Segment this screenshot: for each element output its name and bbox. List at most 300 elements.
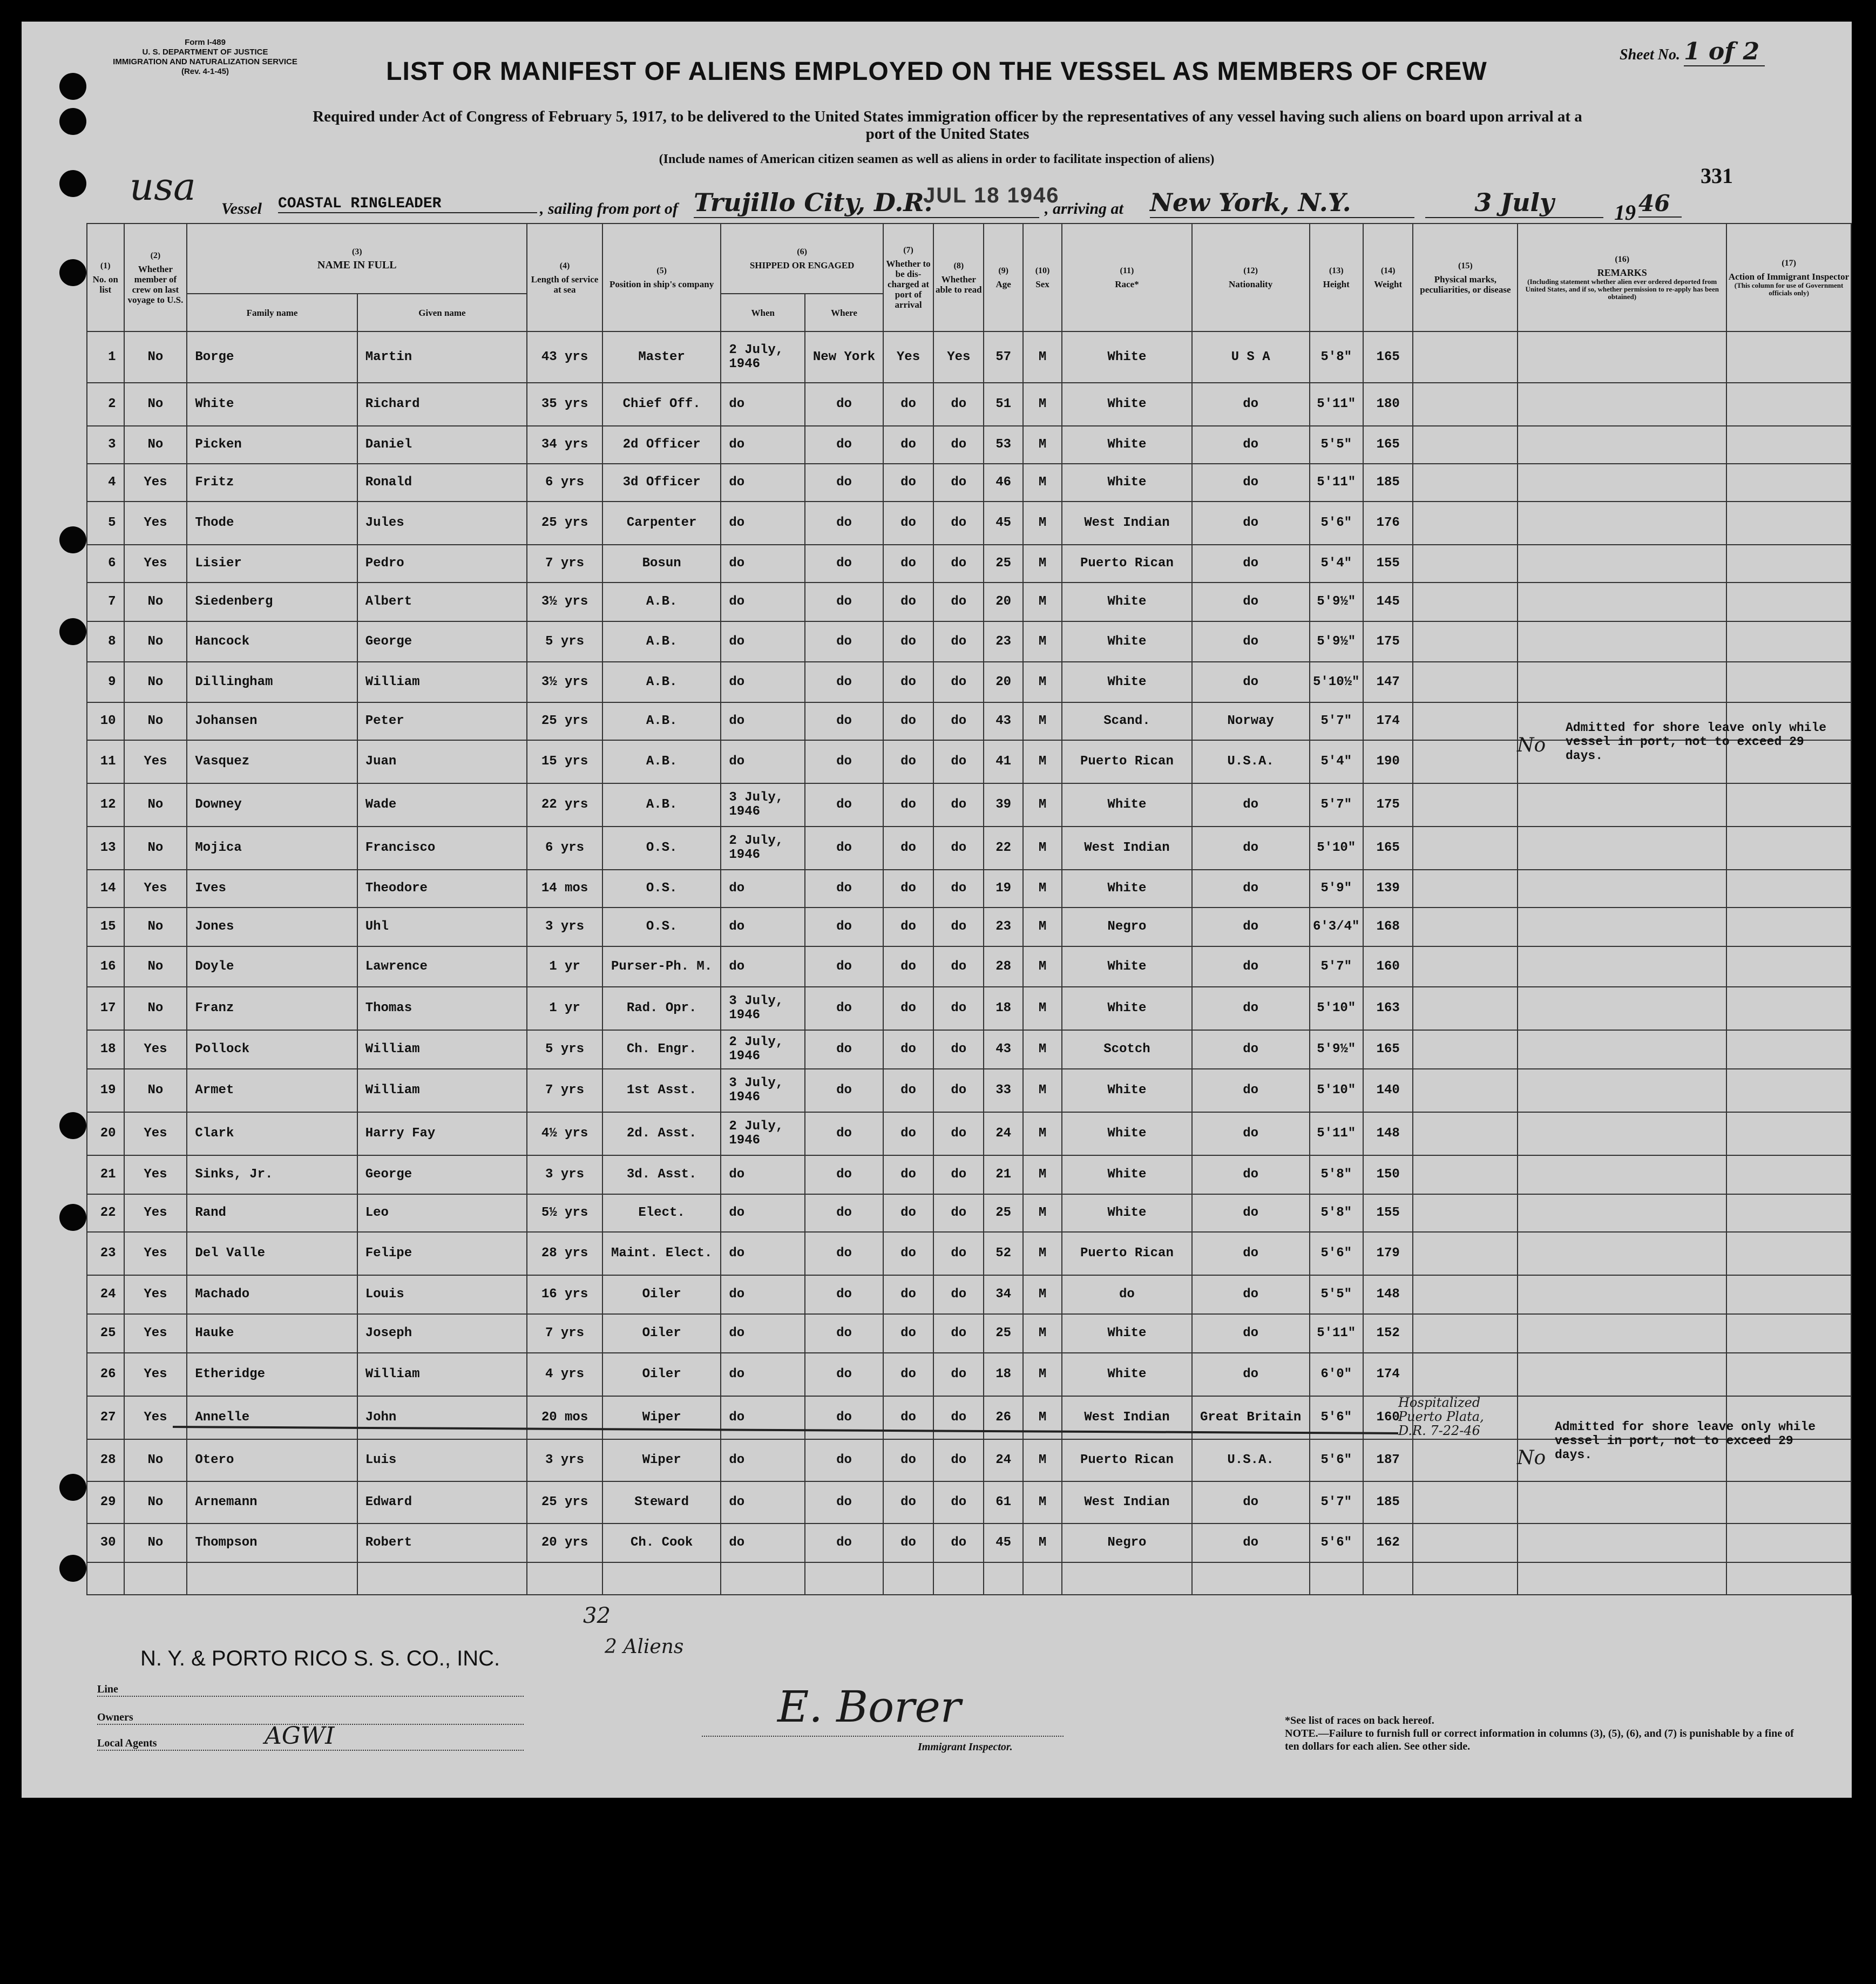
empty-cell (721, 1562, 805, 1595)
height-cell: 5'4" (1310, 545, 1363, 583)
age-cell: 21 (984, 1155, 1022, 1194)
given-name-cell: Peter (357, 702, 527, 740)
age-cell: 33 (984, 1069, 1022, 1112)
service-length-cell: 3 yrs (527, 908, 602, 946)
age-cell: 20 (984, 583, 1022, 621)
inspector-action-cell (1726, 1069, 1851, 1112)
able-to-read-cell: do (933, 464, 984, 502)
shipped-where-cell: do (805, 1194, 883, 1232)
service-length-cell: 4½ yrs (527, 1112, 602, 1155)
prev-voyage-cell: Yes (124, 1275, 187, 1314)
nationality-cell: do (1192, 1155, 1310, 1194)
row-number-cell: 18 (87, 1030, 124, 1069)
age-cell: 18 (984, 1353, 1022, 1396)
shipped-where-cell: New York (805, 331, 883, 383)
sex-cell: M (1023, 383, 1062, 426)
table-body (87, 331, 1851, 1595)
service-length-cell: 22 yrs (527, 783, 602, 827)
height-cell: 5'9½" (1310, 583, 1363, 621)
family-name-cell: Vasquez (187, 740, 357, 783)
document-title: LIST OR MANIFEST OF ALIENS EMPLOYED ON THE VESSEL AS MEMBERS OF CREW (386, 57, 1487, 86)
inspector-action-cell (1726, 987, 1851, 1030)
race-note: *See list of races on back hereof. (1285, 1715, 1434, 1726)
able-to-read-cell: do (933, 1439, 984, 1481)
position-cell: Chief Off. (602, 383, 721, 426)
weight-cell: 175 (1363, 783, 1413, 827)
prev-voyage-cell: Yes (124, 870, 187, 908)
height-cell: 5'8" (1310, 331, 1363, 383)
remarks-cell (1518, 464, 1726, 502)
row-number-cell: 20 (87, 1112, 124, 1155)
family-name-cell: Clark (187, 1112, 357, 1155)
shipped-when-cell: do (721, 426, 805, 464)
sex-cell: M (1023, 1481, 1062, 1523)
family-name-cell: Etheridge (187, 1353, 357, 1396)
empty-cell (1726, 1562, 1851, 1595)
inspector-action-cell (1726, 464, 1851, 502)
sex-cell: M (1023, 426, 1062, 464)
table-row (87, 1353, 1851, 1396)
punch-hole (59, 1555, 86, 1582)
height-cell: 5'6" (1310, 1232, 1363, 1275)
family-name-cell: Dillingham (187, 662, 357, 702)
empty-cell (1062, 1562, 1192, 1595)
family-name-cell: Arnemann (187, 1481, 357, 1523)
family-name-cell: Armet (187, 1069, 357, 1112)
family-name-cell: Thompson (187, 1523, 357, 1562)
shipped-where-cell: do (805, 1314, 883, 1353)
shipped-when-cell: 2 July, 1946 (721, 1030, 805, 1069)
shipped-where-cell: do (805, 662, 883, 702)
age-cell: 34 (984, 1275, 1022, 1314)
age-cell: 22 (984, 827, 1022, 870)
race-cell: White (1062, 1155, 1192, 1194)
table-row (87, 1030, 1851, 1069)
given-name-cell: Ronald (357, 464, 527, 502)
age-cell: 18 (984, 987, 1022, 1030)
nationality-cell: do (1192, 621, 1310, 662)
prev-voyage-cell: Yes (124, 1353, 187, 1396)
weight-cell: 174 (1363, 702, 1413, 740)
able-to-read-cell: do (933, 545, 984, 583)
age-cell: 45 (984, 502, 1022, 545)
prev-voyage-cell: No (124, 621, 187, 662)
row-number-cell: 3 (87, 426, 124, 464)
nationality-cell: Norway (1192, 702, 1310, 740)
discharged-cell: do (883, 870, 933, 908)
header-family-name: Family name (187, 294, 357, 331)
race-cell: White (1062, 1194, 1192, 1232)
discharged-cell: do (883, 987, 933, 1030)
height-cell: 5'6" (1310, 1439, 1363, 1481)
able-to-read-cell: do (933, 783, 984, 827)
prev-voyage-cell: No (124, 331, 187, 383)
physical-marks-cell (1413, 502, 1518, 545)
discharged-cell: do (883, 740, 933, 783)
able-to-read-cell: do (933, 1523, 984, 1562)
sex-cell: M (1023, 740, 1062, 783)
header-given-name: Given name (357, 294, 527, 331)
age-cell: 24 (984, 1112, 1022, 1155)
family-name-cell: Rand (187, 1194, 357, 1232)
sex-cell: M (1023, 1194, 1062, 1232)
shipped-where-cell: do (805, 1155, 883, 1194)
position-cell: Bosun (602, 545, 721, 583)
prev-voyage-cell: No (124, 1439, 187, 1481)
nationality-cell: Great Britain (1192, 1396, 1310, 1439)
prev-voyage-cell: Yes (124, 1194, 187, 1232)
sex-cell: M (1023, 1155, 1062, 1194)
race-cell: Puerto Rican (1062, 545, 1192, 583)
physical-marks-cell (1413, 426, 1518, 464)
header-physical-marks: (15) Physical marks, peculiarities, or disease (1413, 224, 1518, 331)
physical-marks-cell (1413, 870, 1518, 908)
shipped-where-cell: do (805, 987, 883, 1030)
weight-cell: 140 (1363, 1069, 1413, 1112)
nationality-cell: U.S.A. (1192, 740, 1310, 783)
prev-voyage-cell: No (124, 583, 187, 621)
physical-marks-cell (1413, 1275, 1518, 1314)
weight-cell: 148 (1363, 1275, 1413, 1314)
sex-cell: M (1023, 987, 1062, 1030)
prev-voyage-cell: Yes (124, 502, 187, 545)
age-cell: 26 (984, 1396, 1022, 1439)
position-cell: A.B. (602, 662, 721, 702)
height-cell: 5'9½" (1310, 1030, 1363, 1069)
shipped-where-cell: do (805, 383, 883, 426)
header-age: (9) Age (984, 224, 1022, 331)
position-cell: O.S. (602, 827, 721, 870)
row-number-cell: 25 (87, 1314, 124, 1353)
table-row (87, 662, 1851, 702)
service-length-cell: 6 yrs (527, 827, 602, 870)
discharged-cell: do (883, 1275, 933, 1314)
position-cell: Rad. Opr. (602, 987, 721, 1030)
race-cell: White (1062, 426, 1192, 464)
service-length-cell: 7 yrs (527, 1069, 602, 1112)
discharged-cell: Yes (883, 331, 933, 383)
sex-cell: M (1023, 464, 1062, 502)
given-name-cell: William (357, 1030, 527, 1069)
empty-cell (933, 1562, 984, 1595)
remarks-cell (1518, 1194, 1726, 1232)
service-length-cell: 1 yr (527, 946, 602, 987)
family-name-cell: Borge (187, 331, 357, 383)
physical-marks-cell (1413, 1030, 1518, 1069)
empty-cell (1413, 1562, 1518, 1595)
family-name-cell: Siedenberg (187, 583, 357, 621)
physical-marks-cell (1413, 1523, 1518, 1562)
height-cell: 6'3/4" (1310, 908, 1363, 946)
row-number-cell: 2 (87, 383, 124, 426)
prev-voyage-cell: Yes (124, 545, 187, 583)
vessel-line (22, 184, 1852, 225)
position-cell: Wiper (602, 1439, 721, 1481)
punch-hole (59, 108, 86, 135)
table-row (87, 426, 1851, 464)
nationality-cell: do (1192, 383, 1310, 426)
inspector-action-cell (1726, 583, 1851, 621)
table-row (87, 827, 1851, 870)
shipped-when-cell: do (721, 1523, 805, 1562)
height-cell: 5'9" (1310, 870, 1363, 908)
race-cell: do (1062, 1275, 1192, 1314)
physical-marks-cell (1413, 783, 1518, 827)
header-remarks: (16) REMARKS (Including statement whether alien ever ordered deported from United States, and if so, whether permission to re-apply has been obtained) (1518, 224, 1726, 331)
given-name-cell: Martin (357, 331, 527, 383)
row-number-cell: 23 (87, 1232, 124, 1275)
prev-voyage-cell: Yes (124, 1155, 187, 1194)
empty-cell (1363, 1562, 1413, 1595)
discharged-cell: do (883, 545, 933, 583)
physical-marks-cell (1413, 331, 1518, 383)
discharged-cell: do (883, 827, 933, 870)
family-name-cell: Doyle (187, 946, 357, 987)
able-to-read-cell: do (933, 621, 984, 662)
weight-cell: 145 (1363, 583, 1413, 621)
weight-cell: 150 (1363, 1155, 1413, 1194)
remark-shore-leave-2: Admitted for shore leave only while vessel in port, not to exceed 29 days. (1555, 1420, 1816, 1462)
sex-cell: M (1023, 1112, 1062, 1155)
empty-cell (1023, 1562, 1062, 1595)
weight-cell: 155 (1363, 1194, 1413, 1232)
able-to-read-cell: do (933, 1194, 984, 1232)
discharged-cell: do (883, 1481, 933, 1523)
physical-marks-cell (1413, 740, 1518, 783)
able-to-read-cell: do (933, 1112, 984, 1155)
sex-cell: M (1023, 1523, 1062, 1562)
vessel-label: Vessel (221, 200, 262, 218)
age-cell: 20 (984, 662, 1022, 702)
age-cell: 53 (984, 426, 1022, 464)
discharged-cell: do (883, 783, 933, 827)
position-cell: Wiper (602, 1396, 721, 1439)
position-cell: Elect. (602, 1194, 721, 1232)
required-line-2: port of the United States (865, 125, 1030, 143)
remark-mark-2: No (1517, 1447, 1546, 1469)
given-name-cell: Theodore (357, 870, 527, 908)
sex-cell: M (1023, 1030, 1062, 1069)
service-length-cell: 5 yrs (527, 621, 602, 662)
able-to-read-cell: do (933, 662, 984, 702)
able-to-read-cell: do (933, 827, 984, 870)
race-cell: White (1062, 662, 1192, 702)
header-where: Where (805, 294, 883, 331)
race-cell: White (1062, 987, 1192, 1030)
family-name-cell: Machado (187, 1275, 357, 1314)
shipped-when-cell: do (721, 383, 805, 426)
table-row (87, 870, 1851, 908)
sheet-label: Sheet No. (1620, 46, 1680, 63)
weight-cell: 147 (1363, 662, 1413, 702)
footer-notes (1285, 1714, 1798, 1753)
remarks-cell (1518, 1353, 1726, 1396)
sex-cell: M (1023, 827, 1062, 870)
family-name-cell: Mojica (187, 827, 357, 870)
row-number-cell: 7 (87, 583, 124, 621)
table-row (87, 621, 1851, 662)
able-to-read-cell: do (933, 1481, 984, 1523)
service-length-cell: 3½ yrs (527, 662, 602, 702)
given-name-cell: Joseph (357, 1314, 527, 1353)
required-line-1: Required under Act of Congress of February 5, 1917, to be delivered to the United States immigration officer by the representatives of any vessel having such aliens on board upon arrival at a (313, 108, 1582, 125)
height-cell: 5'4" (1310, 740, 1363, 783)
weight-cell: 165 (1363, 331, 1413, 383)
inspector-action-cell (1726, 1155, 1851, 1194)
height-cell: 5'9½" (1310, 621, 1363, 662)
service-length-cell: 1 yr (527, 987, 602, 1030)
table-row (87, 1194, 1851, 1232)
inspector-label: Immigrant Inspector. (918, 1741, 1013, 1753)
able-to-read-cell: do (933, 502, 984, 545)
inspector-action-cell (1726, 1030, 1851, 1069)
remarks-cell (1518, 1314, 1726, 1353)
row-number-cell: 5 (87, 502, 124, 545)
age-cell: 19 (984, 870, 1022, 908)
prev-voyage-cell: Yes (124, 1314, 187, 1353)
sheet-value: 1 of 2 (1684, 38, 1765, 66)
prev-voyage-cell: Yes (124, 464, 187, 502)
row-number-cell: 29 (87, 1481, 124, 1523)
service-length-cell: 3 yrs (527, 1155, 602, 1194)
able-to-read-cell: do (933, 1030, 984, 1069)
agents-value: AGWI (265, 1722, 335, 1750)
empty-cell (87, 1562, 124, 1595)
shipped-when-cell: do (721, 1155, 805, 1194)
physical-marks-cell (1413, 987, 1518, 1030)
nationality-cell: do (1192, 827, 1310, 870)
family-name-cell: Hauke (187, 1314, 357, 1353)
remarks-cell (1518, 331, 1726, 383)
table-row (87, 383, 1851, 426)
age-cell: 52 (984, 1232, 1022, 1275)
able-to-read-cell: do (933, 1232, 984, 1275)
row-number-cell: 24 (87, 1275, 124, 1314)
remarks-cell (1518, 583, 1726, 621)
sailing-label: , sailing from port of (540, 200, 678, 218)
age-cell: 43 (984, 1030, 1022, 1069)
weight-cell: 187 (1363, 1439, 1413, 1481)
inspector-action-cell (1726, 908, 1851, 946)
remark-mark-1: No (1517, 734, 1546, 756)
discharged-cell: do (883, 1069, 933, 1112)
discharged-cell: do (883, 502, 933, 545)
age-cell: 25 (984, 545, 1022, 583)
sex-cell: M (1023, 331, 1062, 383)
table-row (87, 987, 1851, 1030)
inspector-action-cell (1726, 1481, 1851, 1523)
position-cell: O.S. (602, 870, 721, 908)
punch-hole (59, 618, 86, 645)
physical-marks-cell (1413, 702, 1518, 740)
given-name-cell: Wade (357, 783, 527, 827)
physical-marks-cell (1413, 1069, 1518, 1112)
empty-cell (527, 1562, 602, 1595)
sex-cell: M (1023, 1439, 1062, 1481)
family-name-cell: White (187, 383, 357, 426)
physical-marks-cell (1413, 464, 1518, 502)
punch-hole (59, 526, 86, 553)
prev-voyage-cell: Yes (124, 1232, 187, 1275)
row-number-cell: 10 (87, 702, 124, 740)
family-name-cell: Hancock (187, 621, 357, 662)
height-cell: 5'6" (1310, 502, 1363, 545)
sex-cell: M (1023, 1232, 1062, 1275)
header-inspector-action: (17) Action of Immigrant Inspector (This column for use of Government officials only) (1726, 224, 1851, 331)
height-cell: 5'11" (1310, 464, 1363, 502)
height-cell: 5'8" (1310, 1155, 1363, 1194)
punch-hole (59, 73, 86, 100)
prev-voyage-cell: No (124, 946, 187, 987)
arriving-port: New York, N.Y. (1150, 188, 1414, 218)
height-cell: 5'10½" (1310, 662, 1363, 702)
table-row (87, 583, 1851, 621)
shipped-where-cell: do (805, 1275, 883, 1314)
position-cell: A.B. (602, 740, 721, 783)
weight-cell: 176 (1363, 502, 1413, 545)
empty-cell (1310, 1562, 1363, 1595)
include-note: (Include names of American citizen seamen as well as aliens in order to facilitate inspection of aliens) (659, 152, 1215, 166)
inspector-action-cell (1726, 662, 1851, 702)
sex-cell: M (1023, 621, 1062, 662)
arriving-label: , arriving at (1045, 200, 1123, 218)
given-name-cell: Robert (357, 1523, 527, 1562)
header-position: (5) Position in ship's company (602, 224, 721, 331)
physical-marks-cell (1413, 1194, 1518, 1232)
shipped-when-cell: do (721, 583, 805, 621)
given-name-cell: Jules (357, 502, 527, 545)
sex-cell: M (1023, 783, 1062, 827)
nationality-cell: do (1192, 464, 1310, 502)
nationality-cell: do (1192, 1523, 1310, 1562)
remarks-cell (1518, 383, 1726, 426)
sex-cell: M (1023, 1314, 1062, 1353)
shipped-when-cell: do (721, 1439, 805, 1481)
empty-cell (1518, 1562, 1726, 1595)
inspector-action-cell (1726, 1194, 1851, 1232)
position-cell: Carpenter (602, 502, 721, 545)
given-name-cell: Francisco (357, 827, 527, 870)
family-name-cell: Fritz (187, 464, 357, 502)
inspector-action-cell (1726, 1275, 1851, 1314)
physical-marks-cell (1413, 1112, 1518, 1155)
sex-cell: M (1023, 662, 1062, 702)
discharged-cell: do (883, 426, 933, 464)
physical-marks-cell (1413, 662, 1518, 702)
prev-voyage-cell: No (124, 662, 187, 702)
service-length-cell: 15 yrs (527, 740, 602, 783)
shipped-where-cell: do (805, 783, 883, 827)
service-length-cell: 16 yrs (527, 1275, 602, 1314)
given-name-cell: William (357, 1069, 527, 1112)
position-cell: 2d Officer (602, 426, 721, 464)
shipped-when-cell: 2 July, 1946 (721, 1112, 805, 1155)
given-name-cell: Albert (357, 583, 527, 621)
total-handwritten: 32 (583, 1603, 611, 1628)
weight-cell: 168 (1363, 908, 1413, 946)
shipped-where-cell: do (805, 702, 883, 740)
discharged-cell: do (883, 1314, 933, 1353)
inspector-action-cell (1726, 502, 1851, 545)
weight-cell: 180 (1363, 383, 1413, 426)
usa-handwritten: usa (130, 165, 196, 209)
inspector-action-cell (1726, 1353, 1851, 1396)
row-number-cell: 17 (87, 987, 124, 1030)
age-cell: 23 (984, 908, 1022, 946)
row-number-cell: 14 (87, 870, 124, 908)
discharged-cell: do (883, 702, 933, 740)
row-number-cell: 30 (87, 1523, 124, 1562)
